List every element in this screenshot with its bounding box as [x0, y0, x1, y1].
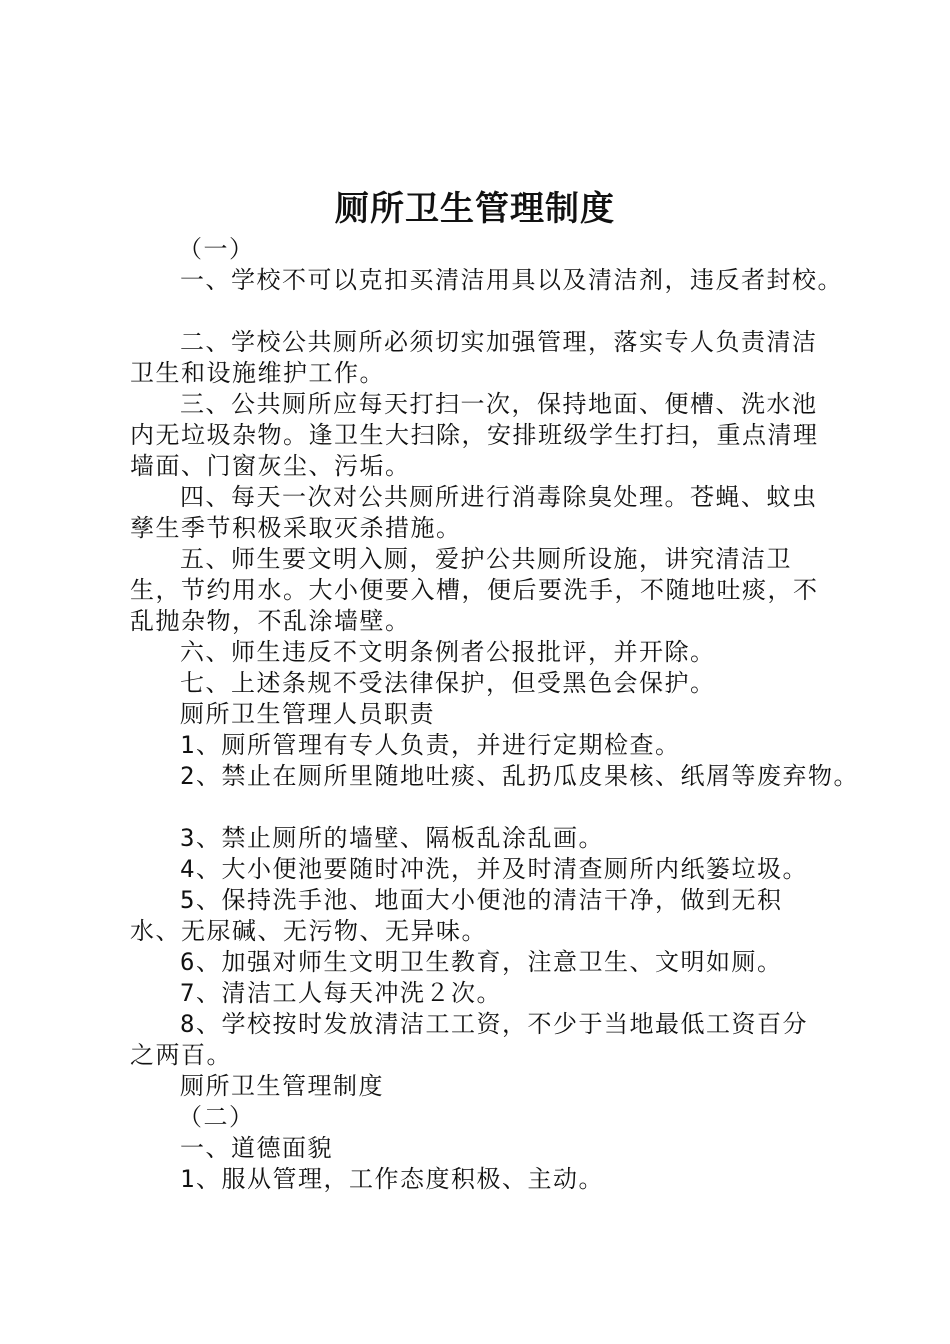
paragraph-rule-5: 五、师生要文明入厕，爱护公共厕所设施，讲究清洁卫生，节约用水。大小便要入槽，便后要洗手，不随地吐痰，不乱抛杂物，不乱涂墙壁。: [130, 545, 819, 635]
duty-item-6: 6、加强对师生文明卫生教育，注意卫生、文明如厕。: [180, 948, 783, 976]
duty-item-5: 5、保持洗手池、地面大小便池的清洁干净，做到无积水、无尿碱、无污物、无异味。: [130, 886, 783, 945]
ethics-item-1: 1、服从管理，工作态度积极、主动。: [180, 1165, 604, 1193]
paragraph-rule-3: 三、公共厕所应每天打扫一次，保持地面、便槽、洗水池内无垃圾杂物。逢卫生大扫除，安排班级学生打扫，重点清理墙面、门窗灰尘、污垢。: [130, 390, 819, 480]
section-heading-duties: 厕所卫生管理人员职责: [180, 700, 435, 728]
paragraph-rule-6: 六、师生违反不文明条例者公报批评，并开除。: [180, 638, 716, 666]
duty-item-3: 3、禁止厕所的墙壁、隔板乱涂乱画。: [180, 824, 604, 852]
paragraph-rule-4: 四、每天一次对公共厕所进行消毒除臭处理。苍蝇、蚊虫孳生季节积极采取灭杀措施。: [130, 483, 818, 542]
duty-item-7: 7、清洁工人每天冲洗２次。: [180, 979, 502, 1007]
paragraph-rule-7: 七、上述条规不受法律保护，但受黑色会保护。: [180, 669, 716, 697]
subsection-heading-ethics: 一、道德面貌: [180, 1134, 333, 1162]
document-title: 厕所卫生管理制度: [335, 189, 615, 229]
document-body: [130, 234, 859, 1195]
section-marker-2: （二）: [178, 1103, 255, 1131]
duty-item-1: 1、厕所管理有专人负责，并进行定期检查。: [180, 731, 681, 759]
duty-item-2: 2、禁止在厕所里随地吐痰、乱扔瓜皮果核、纸屑等废弃物。: [180, 762, 859, 790]
duty-item-4: 4、大小便池要随时冲洗，并及时清查厕所内纸篓垃圾。: [180, 855, 808, 883]
duty-item-8: 8、学校按时发放清洁工工资，不少于当地最低工资百分之两百。: [130, 1010, 808, 1069]
section-heading-repeat: 厕所卫生管理制度: [180, 1072, 384, 1100]
paragraph-rule-1: 一、学校不可以克扣买清洁用具以及清洁剂，违反者封校。: [180, 266, 843, 294]
paragraph-rule-2: 二、学校公共厕所必须切实加强管理，落实专人负责清洁卫生和设施维护工作。: [130, 328, 818, 387]
section-marker-1: （一）: [178, 235, 255, 263]
